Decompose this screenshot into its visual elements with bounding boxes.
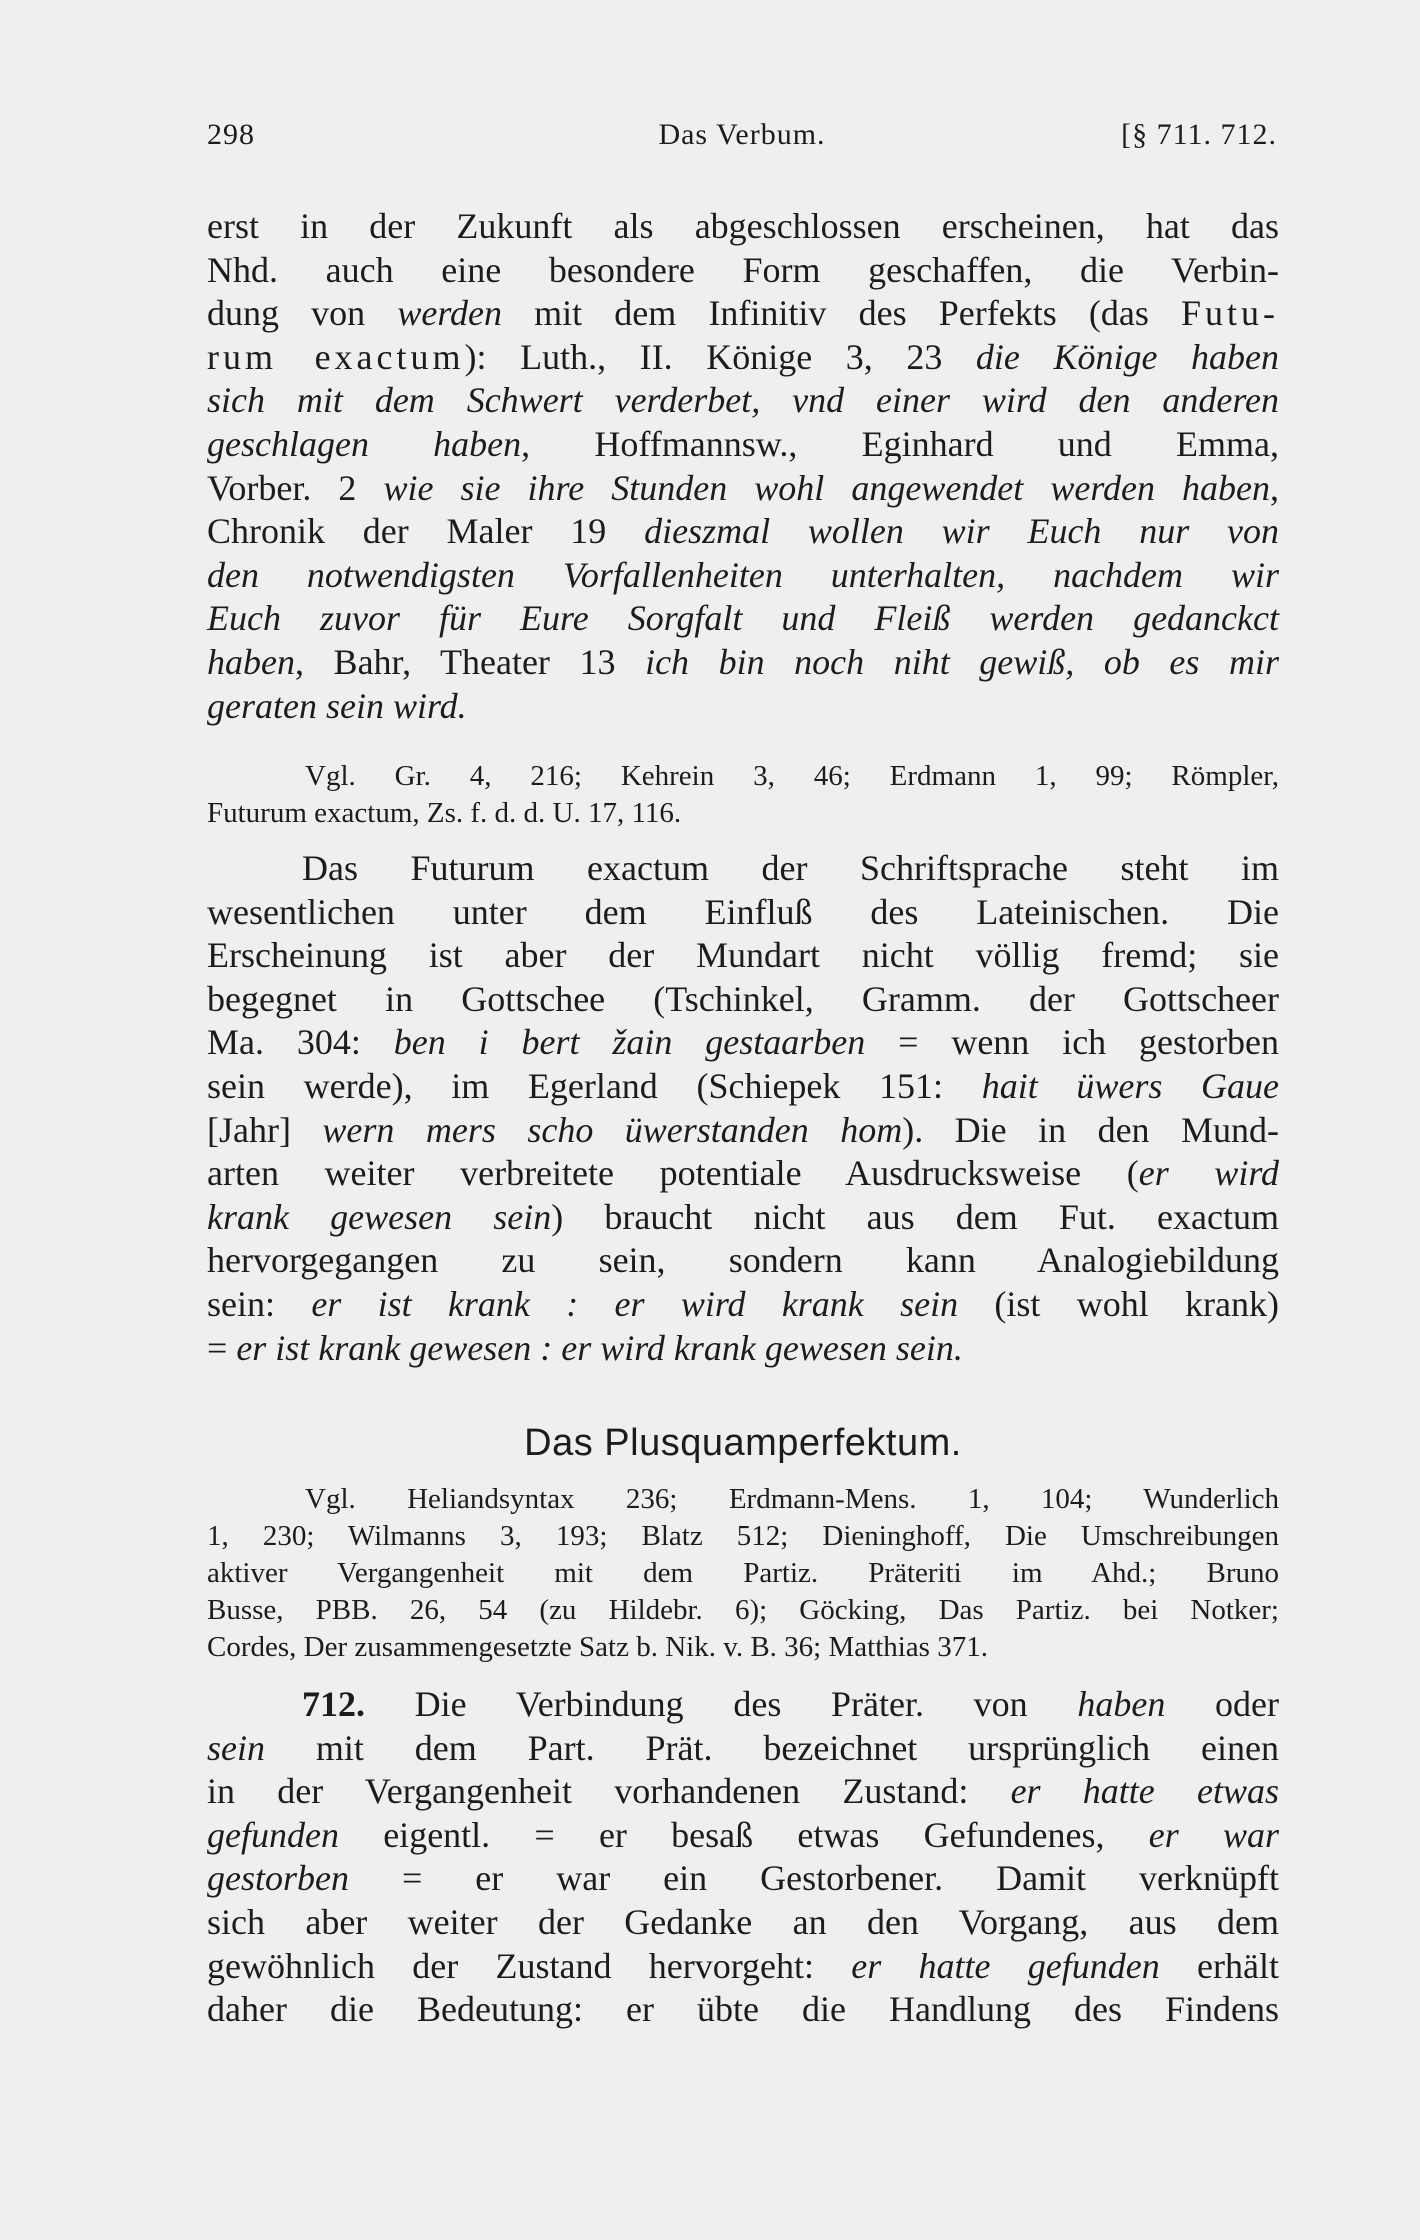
- text: , Bahr, Theater 13: [294, 641, 646, 682]
- italic-text: wern mers scho üwerstanden hom: [322, 1109, 903, 1150]
- spaced-text: Futu-: [1181, 293, 1280, 334]
- text: ). Die in den Mund-: [902, 1109, 1280, 1150]
- italic-text: hait üwers Gaue: [981, 1065, 1279, 1106]
- section-number: 712.: [302, 1684, 365, 1724]
- text: =: [207, 1327, 237, 1368]
- text-line: [207, 978, 1279, 1022]
- reference-block-futurum: [207, 758, 1279, 832]
- reference-line: [207, 1481, 1279, 1518]
- text-line: [207, 1988, 1279, 2032]
- text-line: [207, 1109, 1279, 1153]
- text-line: [207, 467, 1279, 511]
- text: (ist wohl krank): [958, 1283, 1279, 1324]
- italic-text: die Könige haben: [975, 336, 1280, 377]
- text: Vgl. Heliandsyntax 236; Erdmann-Mens. 1, 104; Wunderlich: [305, 1483, 1279, 1515]
- text: daher die Bedeutung: er übte die Handlung des Findens: [207, 1989, 1279, 2030]
- italic-text: geraten sein wird.: [207, 685, 467, 726]
- paragraph-futurum-exactum: [207, 205, 1279, 728]
- text-line: [207, 1683, 1279, 1727]
- text: Cordes, Der zusammengesetzte Satz b. Nik. v. B. 36; Matthias 371.: [207, 1631, 988, 1663]
- italic-text: wie sie ihre Stunden wohl angewendet werden haben: [383, 467, 1271, 508]
- text: ) braucht nicht aus dem Fut. exactum: [551, 1196, 1279, 1237]
- italic-text: dieszmal wollen wir Euch nur von: [644, 511, 1279, 552]
- text-line: [207, 205, 1279, 249]
- text: in der Vergangenheit vorhandenen Zustand:: [207, 1771, 1011, 1812]
- italic-text: krank gewesen sein: [207, 1196, 552, 1237]
- text-line: [207, 1814, 1279, 1858]
- italic-text: den notwendigsten Vorfallenheiten unterhalten, nachdem wir: [207, 554, 1279, 595]
- italic-text: werden: [397, 293, 502, 334]
- text: eigentl. = er besaß etwas Gefundenes,: [338, 1814, 1149, 1855]
- reference-line: [207, 1592, 1279, 1629]
- reference-line: [207, 1555, 1279, 1592]
- italic-text: sein: [207, 1727, 265, 1768]
- text: = wenn ich gestorben: [865, 1022, 1280, 1063]
- text: [Jahr]: [207, 1109, 323, 1150]
- text: erst in der Zukunft als abgeschlossen erscheinen, hat das: [207, 206, 1279, 246]
- italic-text: gefunden: [207, 1814, 339, 1855]
- text-line: [207, 510, 1279, 554]
- text: sein werde), im Egerland (Schiepek 151:: [207, 1065, 982, 1106]
- text-line: [207, 379, 1279, 423]
- section-reference: [§ 711. 712.: [1121, 118, 1277, 151]
- reference-line: [207, 795, 1279, 832]
- text: mit dem Part. Prät. bezeichnet ursprünglich einen: [265, 1727, 1279, 1768]
- section-heading: Das Plusquamperfektum.: [524, 1422, 962, 1464]
- text-line: [207, 554, 1279, 598]
- italic-text: Euch zuvor für Eure Sorgfalt und Fleiß werden gedanckct: [207, 598, 1279, 639]
- italic-text: er ist krank : er wird krank sein: [311, 1283, 959, 1324]
- text: Erscheinung ist aber der Mundart nicht völlig fremd; sie: [207, 935, 1279, 976]
- text: wesentlichen unter dem Einfluß des Lateinischen. Die: [207, 891, 1279, 932]
- text: Futurum exactum, Zs. f. d. d. U. 17, 116.: [207, 797, 682, 829]
- running-header: [207, 118, 1277, 164]
- text: dung von: [207, 293, 398, 334]
- text: , Hoffmannsw., Eginhard und Emma,: [521, 423, 1280, 464]
- italic-text: er hatte etwas: [1010, 1771, 1279, 1812]
- text-line: [207, 1770, 1279, 1814]
- italic-text: er wird: [1138, 1153, 1279, 1194]
- text-line: [207, 1239, 1279, 1283]
- text: Vgl. Gr. 4, 216; Kehrein 3, 46; Erdmann 1, 99; Römpler,: [305, 760, 1279, 792]
- text: sein:: [207, 1283, 312, 1324]
- italic-text: gestorben: [207, 1858, 349, 1899]
- text: arten weiter verbreitete potentiale Ausdrucksweise (: [207, 1153, 1139, 1194]
- text: ): Luth., II. Könige 3, 23: [464, 336, 976, 377]
- text-line: [207, 934, 1279, 978]
- text-line: [207, 641, 1279, 685]
- text: aktiver Vergangenheit mit dem Partiz. Präteriti im Ahd.; Bruno: [207, 1557, 1279, 1589]
- text: Chronik der Maler 19: [207, 511, 645, 552]
- paragraph-schriftsprache: [207, 847, 1279, 1370]
- text-line: [207, 1727, 1279, 1771]
- text: Vorber. 2: [207, 467, 384, 508]
- reference-block-plusquamperfektum: [207, 1481, 1279, 1666]
- italic-text: er war: [1148, 1814, 1279, 1855]
- reference-line: [207, 1629, 1279, 1666]
- italic-text: ben i bert žain gestaarben: [393, 1022, 866, 1063]
- text-line: [207, 1196, 1279, 1240]
- text: erhält: [1159, 1945, 1280, 1986]
- text: = er war ein Gestorbener. Damit verknüpft: [348, 1858, 1279, 1899]
- text: ,: [1270, 467, 1280, 508]
- text-line: [207, 249, 1279, 293]
- italic-text: haben: [1077, 1684, 1166, 1724]
- italic-text: geschlagen haben: [207, 423, 522, 464]
- text: begegnet in Gottschee (Tschinkel, Gramm. der Gottscheer: [207, 978, 1279, 1019]
- text-line: [207, 1857, 1279, 1901]
- text-line: [207, 1065, 1279, 1109]
- text-line: [207, 336, 1279, 380]
- text: Das Futurum exactum der Schriftsprache steht im: [302, 848, 1279, 888]
- text: Ma. 304:: [207, 1022, 394, 1063]
- text: hervorgegangen zu sein, sondern kann Analogiebildung: [207, 1240, 1279, 1281]
- italic-text: sich mit dem Schwert verderbet, vnd einer wird den anderen: [207, 380, 1279, 421]
- text-line: [207, 847, 1279, 891]
- running-title: Das Verbum.: [658, 118, 826, 151]
- text-line: [207, 1945, 1279, 1989]
- text-line: [207, 685, 1279, 729]
- text-line: [207, 1901, 1279, 1945]
- text-line: [207, 597, 1279, 641]
- spaced-text: rum exactum: [207, 336, 465, 377]
- text: gewöhnlich der Zustand hervorgeht:: [207, 1945, 852, 1986]
- page-number: 298: [207, 118, 255, 151]
- text: 1, 230; Wilmanns 3, 193; Blatz 512; Dieninghoff, Die Umschreibungen: [207, 1520, 1279, 1552]
- reference-line: [207, 758, 1279, 795]
- text-line: [207, 423, 1279, 467]
- text: oder: [1165, 1684, 1280, 1724]
- text-line: [207, 292, 1279, 336]
- text: Die Verbindung des Präter. von: [365, 1684, 1078, 1724]
- italic-text: er hatte gefunden: [851, 1945, 1160, 1986]
- text-line: [207, 1021, 1279, 1065]
- text-line: [207, 1327, 1279, 1371]
- reference-line: [207, 1518, 1279, 1555]
- italic-text: ich bin noch niht gewiß, ob es mir: [645, 641, 1279, 682]
- text-line: [207, 1152, 1279, 1196]
- italic-text: haben: [207, 641, 295, 682]
- text-line: [207, 1283, 1279, 1327]
- text: sich aber weiter der Gedanke an den Vorgang, aus dem: [207, 1901, 1279, 1942]
- text-line: [207, 891, 1279, 935]
- paragraph-712: [207, 1683, 1279, 2032]
- italic-text: er ist krank gewesen : er wird krank gewesen sein.: [236, 1327, 963, 1368]
- text: Nhd. auch eine besondere Form geschaffen, die Verbin-: [207, 249, 1279, 290]
- text: Busse, PBB. 26, 54 (zu Hildebr. 6); Göcking, Das Partiz. bei Notker;: [207, 1594, 1279, 1626]
- text: mit dem Infinitiv des Perfekts (das: [501, 293, 1181, 334]
